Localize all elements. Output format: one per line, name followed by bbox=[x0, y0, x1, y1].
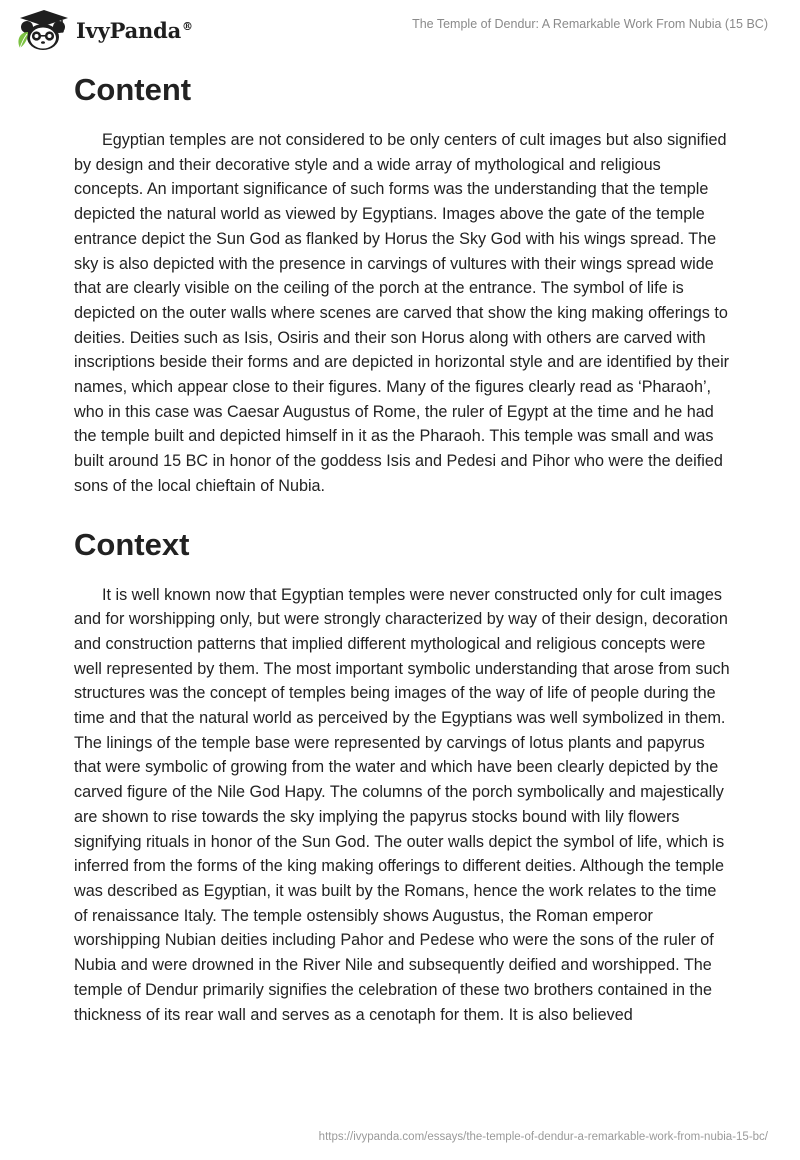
brand-name: IvyPanda® bbox=[76, 17, 193, 43]
document-title: The Temple of Dendur: A Remarkable Work From Nubia (15 BC) bbox=[412, 17, 768, 31]
registered-mark: ® bbox=[182, 19, 193, 33]
context-paragraph: It is well known now that Egyptian temples were never constructed only for cult images and for worshipping only, but were strongly characterized by way of their design, decoration and construction patterns that implied different mythological and religious concepts were well represented by them. The most important symbolic understanding that arose from such structures was the concept of temples being images of the way of life of people during the time and that the natural world as perceived by the Egyptians was well symbolized in them. The linings of the temple base were represented by carvings of lotus plants and papyrus that were symbolic of growing from the water and which have been clearly depicted by the carved figure of the Nile God Hapy. The columns of the porch symbolically and majestically are shown to rise towards the sky implying the papyrus stocks bound with lily flowers signifying rituals in honor of the Sun God. The outer walls depict the symbol of life, which is inferred from the forms of the king making offerings to different deities. Although the temple was described as Egyptian, it was built by the Romans, hence the work relates to the time of renaissance Italy. The temple ostensibly shows Augustus, the Roman emperor worshipping Nubian deities including Pahor and Pedese who were the sons of the ruler of Nubia and were drowned in the River Nile and subsequently deified and worshipped. The temple of Dendur primarily signifies the celebration of these two brothers contained in the thickness of its rear wall and serves as a cenotaph for them. It is also believed bbox=[74, 585, 730, 1024]
page-header bbox=[0, 0, 800, 64]
section-heading-content: Content bbox=[74, 72, 192, 107]
panda-graduate-icon bbox=[14, 8, 70, 52]
section-heading-context: Context bbox=[74, 526, 190, 562]
essay-body bbox=[74, 70, 734, 1027]
source-url[interactable]: https://ivypanda.com/essays/the-temple-of-dendur-a-remarkable-work-from-nubia-15-bc/ bbox=[318, 1131, 768, 1143]
ivypanda-logo[interactable] bbox=[14, 8, 193, 52]
content-paragraph: Egyptian temples are not considered to be only centers of cult images but also signified by design and their decorative style and a wide array of mythological and religious concepts. An important significance of such forms was the understanding that the temple depicted the natural world as viewed by Egyptians. Images above the gate of the temple entrance depict the Sun God as flanked by Horus the Sky God with his wings spread. The sky is also depicted with the presence in carvings of vultures with their wings spread wide that are clearly visible on the ceiling of the porch at the entrance. The symbol of life is depicted on the outer walls where scenes are carved that show the king making offerings to deities. Deities such as Isis, Osiris and their son Horus along with others are carved with inscriptions beside their forms and are depicted in horizontal style and are identified by their names, which appear close to their figures. Many of the figures clearly read as ‘Pharaoh’, who in this case was Caesar Augustus of Rome, the ruler of Egypt at the time and he had the temple built and depicted himself in it as the Pharaoh. This temple was small and was built around 15 BC in honor of the goddess Isis and Pedesi and Pihor who were the deified sons of the local chieftain of Nubia. bbox=[74, 131, 730, 495]
